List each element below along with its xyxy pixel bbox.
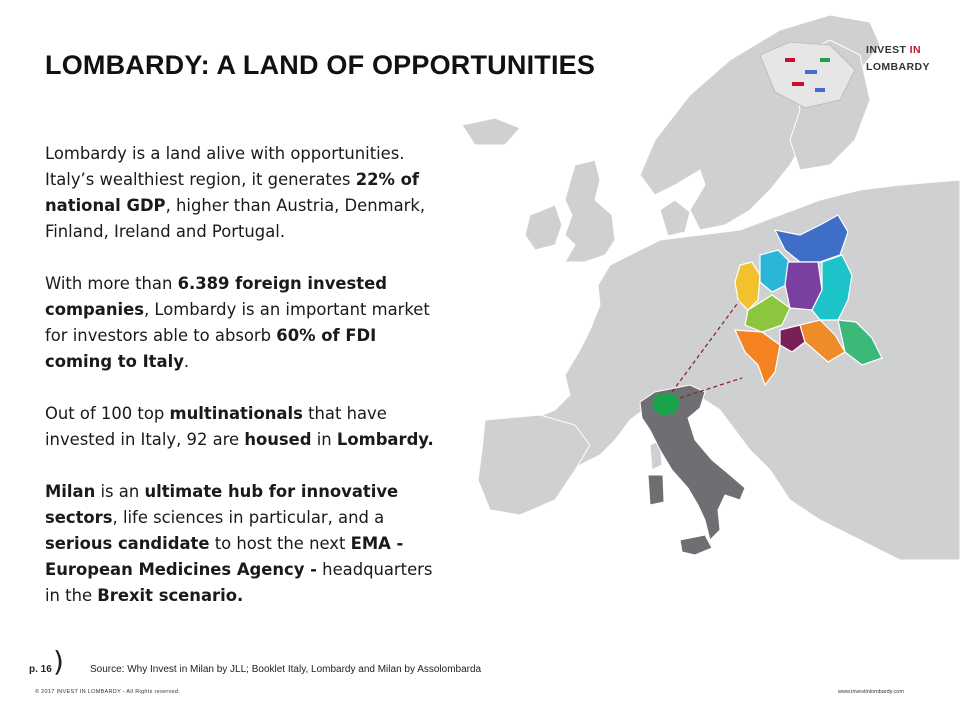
text-run: that have invested in Italy, 92 are [45,404,387,449]
text-run: is an [95,482,145,501]
map-denmark [660,200,690,236]
paragraph [45,141,440,245]
paragraph [45,401,440,453]
page-bracket: ) [53,645,64,678]
bold-text: 22% of national GDP [45,170,420,215]
text-run: . [183,352,190,371]
bold-text: EMA - European Medicines Agency - [45,534,404,579]
page-title: LOMBARDY: A LAND OF OPPORTUNITIES [45,50,596,80]
text-run: , higher than Austria, Denmark, Finland, Ireland and Portugal. [45,196,426,241]
text-run: headquarters in the [45,560,433,605]
bold-text: ultimate hub for innovative sectors [45,482,399,527]
map-ireland [525,205,562,250]
bold-text: Milan [45,482,96,501]
map-sardinia [648,475,664,505]
logo-text-lombardy: LOMBARDY [866,61,930,73]
bold-text: serious candidate [45,534,210,553]
text-run: to host the next [209,534,351,553]
bold-text: housed [244,430,312,449]
text-run: , life sciences in particular, and a [112,508,385,527]
text-run: , Lombardy is an important market for investors able to absorb [45,300,430,345]
bold-text: Brexit scenario. [97,586,244,605]
website-footer: www.investinlombardy.com [838,689,904,695]
text-run: Lombardy is a land alive with opportunities. Italy’s wealthiest region, it generates [45,144,405,189]
page-number: p. 16 [29,664,52,675]
copyright-footer: © 2017 INVEST IN LOMBARDY - All Rights reserved. [35,689,181,695]
bold-text: 60% of FDI coming to Italy [45,326,377,371]
invest-in-lombardy-logo [866,42,930,76]
map-uk [565,160,615,262]
source-note: Source: Why Invest in Milan by JLL; Booklet Italy, Lombardy and Milan by Assolombarda [90,664,482,675]
text-run: Out of 100 top [45,404,170,423]
logo-text-in: IN [909,44,921,56]
paragraph [45,271,440,375]
text-run: With more than [45,274,178,293]
text-run: in [311,430,337,449]
logo-text-invest: INVEST [866,44,910,56]
map-iceland [462,118,520,145]
map-iberia [478,415,590,515]
bold-text: 6.389 foreign invested companies [45,274,387,319]
bold-text: multinationals [169,404,303,423]
body-text [45,141,440,635]
paragraph [45,479,440,609]
bold-text: Lombardy. [336,430,434,449]
map-sicily [680,535,712,555]
